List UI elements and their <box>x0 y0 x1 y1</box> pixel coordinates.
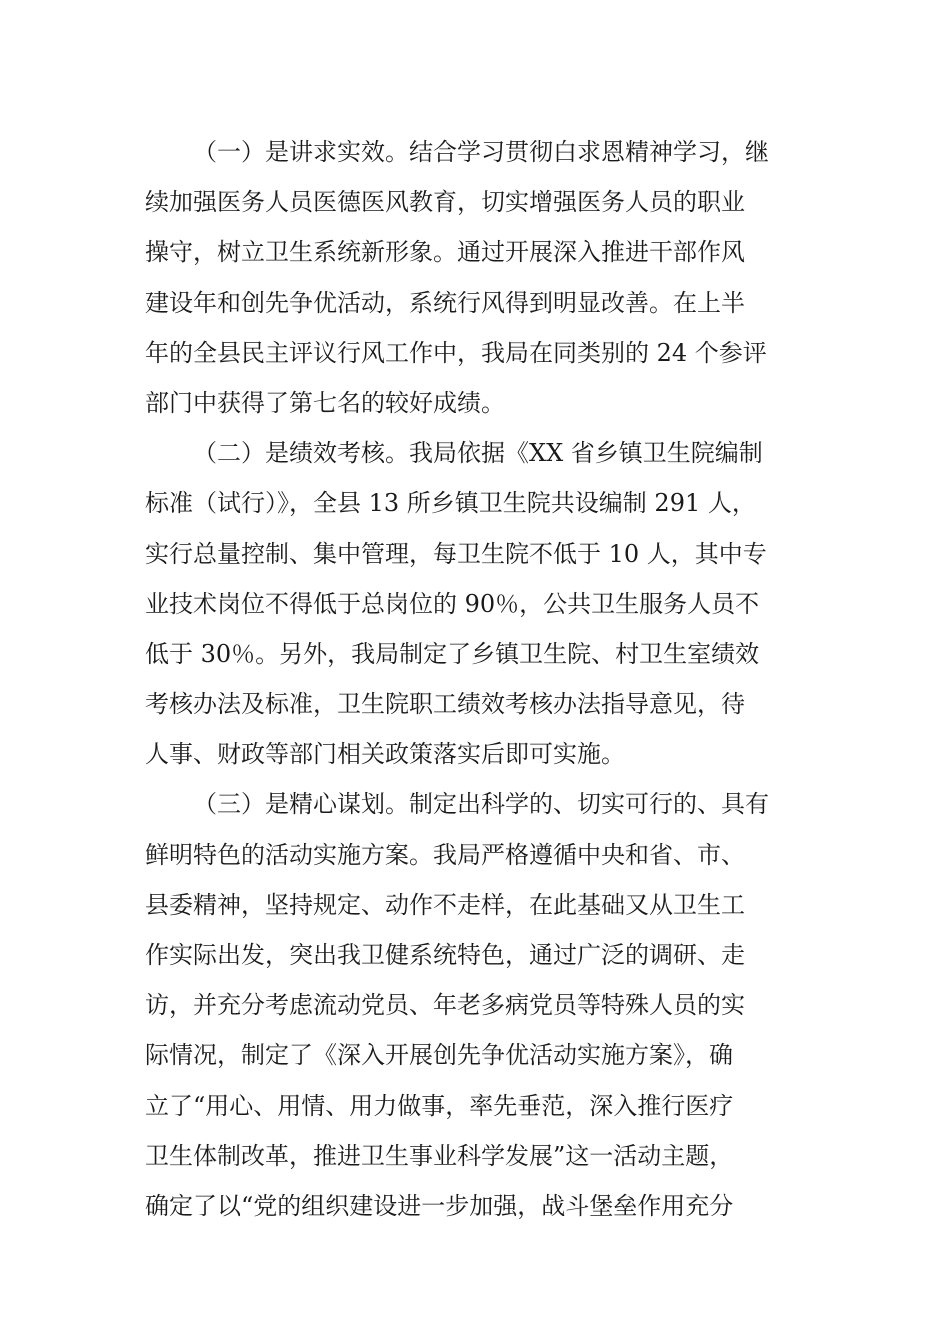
paragraph-1-line-3: 操守，树立卫生系统新形象。通过开展深入推进干部作风 <box>145 238 745 267</box>
paragraph-2-line-7: 人事、财政等部门相关政策落实后即可实施。 <box>145 740 625 769</box>
paragraph-2-line-1: （二）是绩效考核。我局依据《XX 省乡镇卫生院编制 <box>193 439 763 468</box>
paragraph-1-line-1: （一）是讲求实效。结合学习贯彻白求恩精神学习，继 <box>193 138 769 166</box>
paragraph-3-line-8: 卫生体制改革，推进卫生事业科学发展”这一活动主题， <box>145 1141 734 1170</box>
paragraph-2-line-6: 考核办法及标准，卫生院职工绩效考核办法指导意见，待 <box>145 690 745 719</box>
paragraph-3-line-5: 访，并充分考虑流动党员、年老多病党员等特殊人员的实 <box>145 991 745 1020</box>
paragraph-3-line-7: 立了“用心、用情、用力做事，率先垂范，深入推行医疗 <box>145 1091 734 1120</box>
paragraph-3-line-1: （三）是精心谋划。制定出科学的、切实可行的、具有 <box>193 790 769 819</box>
paragraph-3-line-4: 作实际出发，突出我卫健系统特色，通过广泛的调研、走 <box>145 941 745 969</box>
paragraph-3-line-2: 鲜明特色的活动实施方案。我局严格遵循中央和省、市、 <box>145 840 745 869</box>
paragraph-2-line-2: 标准（试行）》，全县 13 所乡镇卫生院共设编制 291 人， <box>145 489 756 518</box>
paragraph-3-line-9: 确定了以“党的组织建设进一步加强，战斗堡垒作用充分 <box>145 1191 734 1220</box>
paragraph-2-line-4: 业技术岗位不得低于总岗位的 90％，公共卫生服务人员不 <box>145 589 760 618</box>
paragraph-1-line-5: 年的全县民主评议行风工作中，我局在同类别的 24 个参评 <box>145 338 767 367</box>
paragraph-3-line-6: 际情况，制定了《深入开展创先争优活动实施方案》，确 <box>145 1041 733 1070</box>
paragraph-2-line-5: 低于 30％。另外，我局制定了乡镇卫生院、村卫生室绩效 <box>145 639 760 668</box>
paragraph-3-line-3: 县委精神，坚持规定、动作不走样，在此基础又从卫生工 <box>145 890 745 919</box>
paragraph-1-line-6: 部门中获得了第七名的较好成绩。 <box>145 388 505 417</box>
paragraph-1-line-4: 建设年和创先争优活动，系统行风得到明显改善。在上半 <box>145 288 745 317</box>
document-body <box>145 127 815 1231</box>
paragraph-2-line-3: 实行总量控制、集中管理，每卫生院不低于 10 人，其中专 <box>145 539 767 568</box>
paragraph-1-line-2: 续加强医务人员医德医风教育，切实增强医务人员的职业 <box>145 188 745 217</box>
